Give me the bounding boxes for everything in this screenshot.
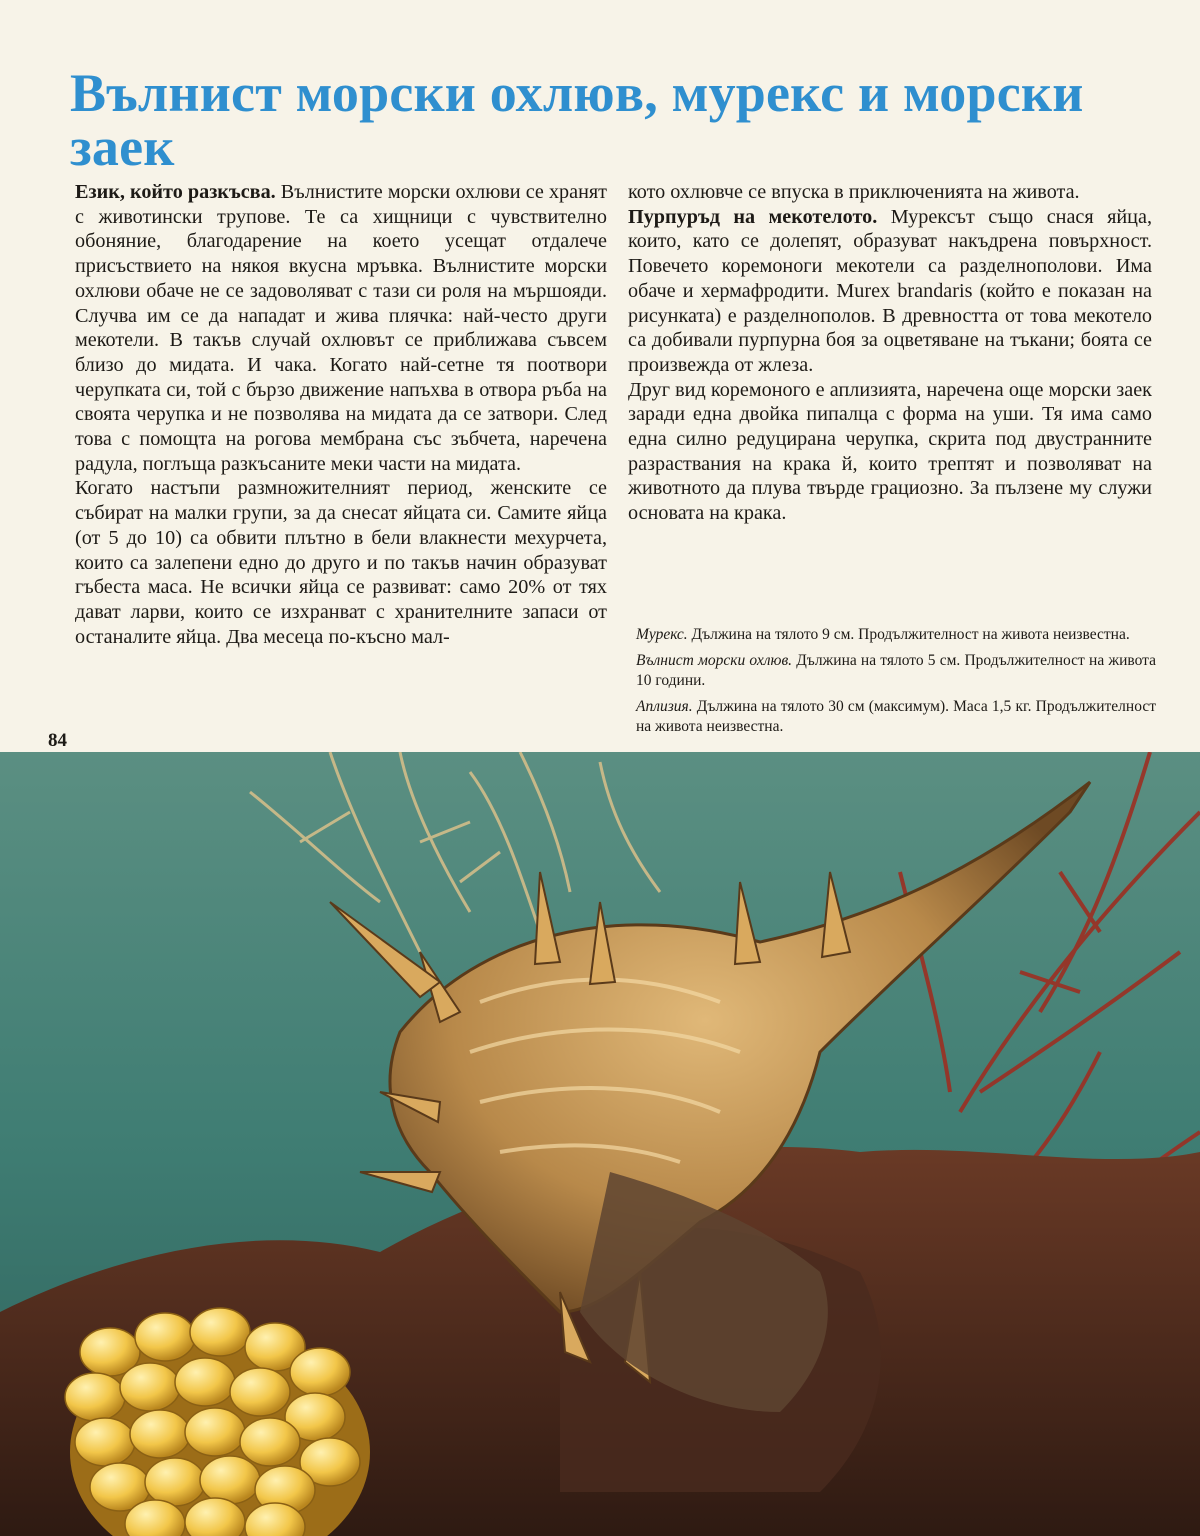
paragraph-lead: Пурпуръд на мекотелото. [628,205,878,228]
species-captions [636,625,1156,743]
caption-name: Вълнист морски охлюв. [636,652,793,669]
caption-text: Дължина на тялото 9 см. Продължителност на живота неизвестна. [687,626,1130,643]
caption-name: Мурекс. [636,626,688,643]
paragraph-text: Мурексът също снася яйца, които, като се долепят, образуват накъдрена повърхност. Повечето коремоноги мекотели са разделнополови. Има обаче и хермафродити. Murex brandaris (който е показан на рисунката) е разделнополов. В древността от това мекотело са добивали пурпурна боя за оцветяване на тъкани; боята се произвежда от жлеза. [628,205,1152,376]
paragraph-lead: Език, който разкъсва. [75,181,276,203]
paragraph-text: Вълнистите морски охлюви се хранят с животински трупове. Те са хищници с чувствително обоняние, благодарение на което усещат отдалече присъствието на някоя вкусна мръвка. Вълнистите морски охлюви обаче не се задоволяват с тази си роля на мършояди. Случва им се да нападат и жива плячка: най-често други мекотели. В такъв случай охлювът се приближава съвсем близо до мидата. И чака. Когато най-сетне тя поотвори черупката си, той с бързо движение напъхва в отвора ръба на своята черупка и не позволява на мидата да се затвори. След това с помощта на рогова мембрана със зъбчета, наречена радула, поглъща разкъсаните меки части на мидата. [75,181,607,475]
right-text-column [628,180,1152,526]
caption-aplysia [636,697,1156,737]
paragraph [628,205,1152,378]
paragraph: Когато настъпи размножителният период, женските се събират на малки групи, за да снесат яйцата си. Самите яйца (от 5 до 10) са обвити плътно в бели влакнести мехурчета, които са залепени едно до друго и по такъв начин образуват гъбеста маса. Не всички яйца се развиват: само 20% от тях дават ларви, които се изхранват с хранителните запаси от останалите яйца. Два месеца по-късно мал- [75,477,607,648]
caption-whelk [636,651,1156,691]
page-title: Вълнист морски охлюв, мурекс и морски заек [70,63,1084,177]
paragraph: Друг вид коремоного е аплизията, наречена още морски заек заради една двойка пипалца с форма на уши. Тя има само една силно редуцирана черупка, скрита под двустранните разраствания на крака й, които трептят и позволяват на животното да плува твърде грациозно. За пълзене му служи основата на крака. [628,378,1152,525]
caption-text: Дължина на тялото 5 см. Продължителност на живота 10 години. [636,652,1156,689]
left-text-column [75,180,607,649]
murex-illustration [0,752,1200,1536]
caption-name: Аплизия. [636,698,693,715]
page-number: 84 [48,730,67,751]
caption-murex [636,625,1156,645]
paragraph: кото охлювче се впуска в приключенията на живота. [628,181,1080,203]
paragraph [75,180,607,476]
caption-text: Дължина на тялото 30 см (максимум). Маса 1,5 кг. Продължителност на живота неизвестна. [636,698,1156,735]
